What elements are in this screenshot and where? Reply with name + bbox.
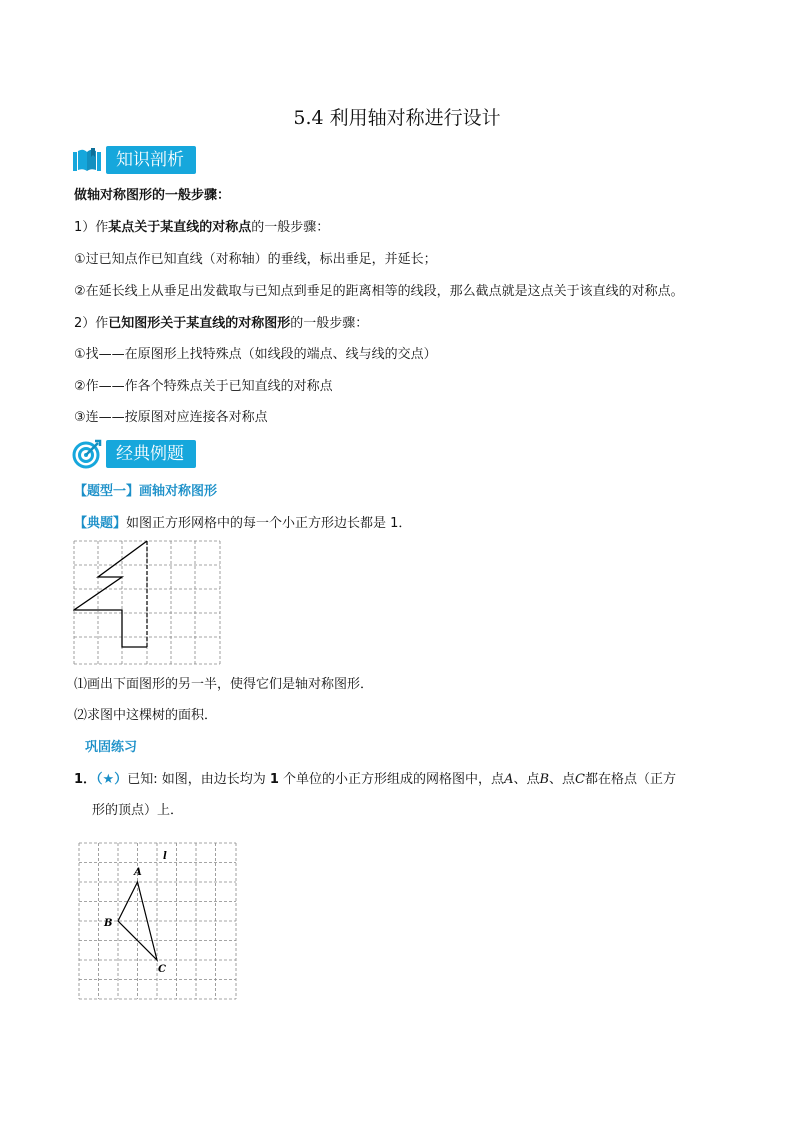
knowledge-make: ②作——作各个特殊点关于已知直线的对称点: [74, 379, 333, 394]
label-B: B: [104, 918, 113, 929]
target-icon: [72, 439, 102, 469]
knowledge-find: ①找——在原图形上找特殊点（如线段的端点、线与线的交点）: [74, 347, 437, 362]
tree-half-shape: [74, 541, 147, 647]
practice-label: 巩固练习: [85, 740, 138, 755]
section-examples-header: [72, 437, 196, 471]
example-question-2: ⑵求图中这棵树的面积．: [74, 708, 218, 723]
label-l: l: [163, 851, 167, 862]
section-knowledge-label: 知识剖析: [106, 146, 196, 174]
example-statement: 【典题】如图正方形网格中的每一个小正方形边长都是 1．: [74, 516, 412, 531]
knowledge-figure-steps: 2）作已知图形关于某直线的对称图形的一般步骤：: [74, 316, 369, 331]
triangle-grid-figure: [78, 842, 238, 1002]
practice-1-line-2: 形的顶点）上．: [92, 803, 184, 818]
section-examples-label: 经典例题: [106, 440, 196, 468]
book-icon: [72, 145, 102, 175]
example-question-1: ⑴画出下面图形的另一半，使得它们是轴对称图形．: [74, 677, 374, 692]
knowledge-heading: 做轴对称图形的一般步骤：: [74, 188, 231, 203]
practice-1-line-1: 1．（★）已知: 如图，由边长均为 1 个单位的小正方形组成的网格图中，点A、点B、点C都在格点（正方: [74, 772, 677, 787]
label-C: C: [158, 964, 166, 975]
knowledge-point-steps: 1）作某点关于某直线的对称点的一般步骤：: [74, 220, 330, 235]
page-title: 5.4 利用轴对称进行设计: [293, 107, 501, 129]
tree-grid-figure: [73, 540, 223, 666]
knowledge-connect: ③连——按原图对应连接各对称点: [74, 410, 268, 425]
section-knowledge-header: [72, 143, 196, 177]
label-A: A: [134, 867, 142, 878]
knowledge-step-2: ②在延长线上从垂足出发截取与已知点到垂足的距离相等的线段，那么截点就是这点关于该直线的对称点。: [74, 284, 684, 299]
example-type-label: 【题型一】画轴对称图形: [74, 484, 218, 499]
knowledge-step-1: ①过已知点作已知直线（对称轴）的垂线，标出垂足，并延长；: [74, 252, 437, 267]
